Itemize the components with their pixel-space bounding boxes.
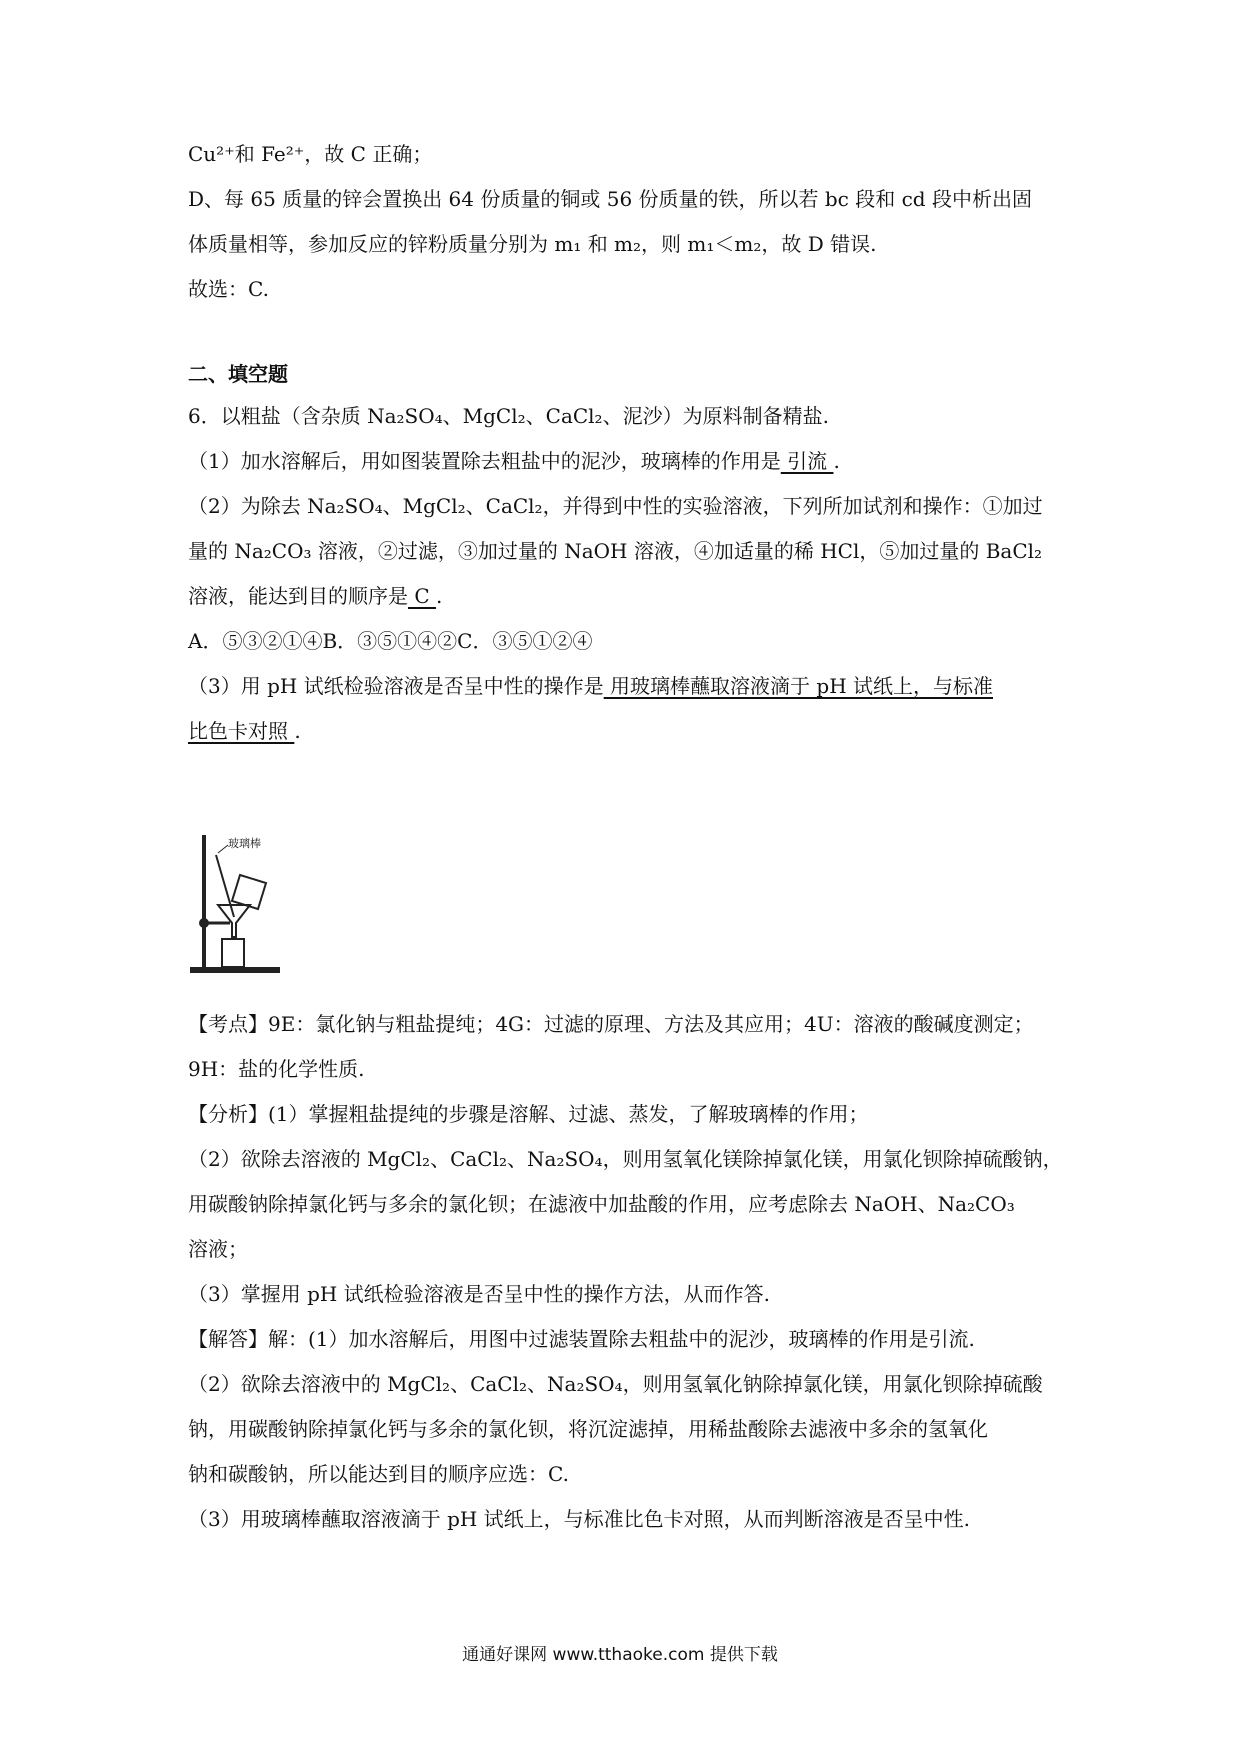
text-line: [188, 582, 442, 610]
analysis-line: 用碳酸钠除掉氯化钙与多余的氯化钡；在滤液中加盐酸的作用，应考虑除去 NaOH、Na₂CO₃: [188, 1192, 1015, 1216]
question-part-1: [188, 447, 840, 475]
solution-line: 钠和碳酸钠，所以能达到目的顺序应选：C.: [188, 1462, 569, 1486]
analysis-line: （2）欲除去溶液的 MgCl₂、CaCl₂、Na₂SO₄，则用氢氧化镁除掉氯化镁，用氯化钡除掉硫酸钠，: [188, 1147, 1063, 1171]
section-heading: 二、填空题: [188, 362, 288, 386]
text-fragment: .: [294, 719, 301, 743]
text-line: D、每 65 质量的锌会置换出 64 份质量的铜或 56 份质量的铁，所以若 bc 段和 cd 段中析出固: [188, 187, 1032, 211]
filtration-apparatus-figure: [188, 795, 283, 980]
text-fragment: .: [436, 584, 443, 608]
answer-blank: C: [408, 584, 437, 608]
text-fragment: （1）加水溶解后，用如图装置除去粗盐中的泥沙，玻璃棒的作用是: [188, 449, 781, 473]
answer-blank: 引流: [780, 449, 834, 473]
text-fragment: 溶液，能达到目的顺序是: [188, 584, 408, 608]
text-line: 量的 Na₂CO₃ 溶液，②过滤，③加过量的 NaOH 溶液，④加适量的稀 HCl，⑤加过量的 BaCl₂: [188, 539, 1043, 563]
text-line: [188, 717, 301, 745]
text-line: 故选：C.: [188, 277, 269, 301]
text-fragment: .: [833, 449, 840, 473]
question-part-3: [188, 672, 993, 700]
analysis-line: 【分析】(1）掌握粗盐提纯的步骤是溶解、过滤、蒸发，了解玻璃棒的作用；: [188, 1102, 869, 1126]
filtration-apparatus-icon: [188, 795, 283, 980]
answer-blank: 比色卡对照: [188, 719, 295, 743]
solution-line: 【解答】解：(1）加水溶解后，用图中过滤装置除去粗盐中的泥沙，玻璃棒的作用是引流.: [188, 1327, 975, 1351]
text-line: 体质量相等，参加反应的锌粉质量分别为 m₁ 和 m₂，则 m₁＜m₂，故 D 错误.: [188, 232, 877, 256]
analysis-line: （3）掌握用 pH 试纸检验溶液是否呈中性的操作方法，从而作答.: [188, 1282, 771, 1306]
knowledge-points: 【考点】9E：氯化钠与粗盐提纯；4G：过滤的原理、方法及其应用；4U：溶液的酸碱度测定；: [188, 1012, 1034, 1036]
question-stem: 6．以粗盐（含杂质 Na₂SO₄、MgCl₂、CaCl₂、泥沙）为原料制备精盐.: [188, 404, 829, 428]
solution-line: （2）欲除去溶液中的 MgCl₂、CaCl₂、Na₂SO₄，则用氢氧化钠除掉氯化镁，用氯化钡除掉硫酸: [188, 1372, 1043, 1396]
analysis-line: 溶液；: [188, 1237, 248, 1261]
question-part-2: （2）为除去 Na₂SO₄、MgCl₂、CaCl₂，并得到中性的实验溶液，下列所加试剂和操作：①加过: [188, 494, 1043, 518]
answer-blank: 用玻璃棒蘸取溶液滴于 pH 试纸上，与标准: [603, 674, 994, 698]
text-line: Cu²⁺和 Fe²⁺，故 C 正确；: [188, 142, 433, 166]
text-fragment: （3）用 pH 试纸检验溶液是否呈中性的操作是: [188, 674, 604, 698]
page-footer: 通通好课网 www.tthaoke.com 提供下载: [462, 1645, 778, 1665]
solution-line: 钠，用碳酸钠除掉氯化钙与多余的氯化钡，将沉淀滤掉，用稀盐酸除去滤液中多余的氢氧化: [188, 1417, 988, 1441]
solution-line: （3）用玻璃棒蘸取溶液滴于 pH 试纸上，与标准比色卡对照，从而判断溶液是否呈中性.: [188, 1507, 971, 1531]
text-line: 9H：盐的化学性质.: [188, 1057, 365, 1081]
figure-label: 玻璃棒: [228, 837, 261, 850]
answer-options: A．⑤③②①④B．③⑤①④②C．③⑤①②④: [188, 629, 593, 653]
